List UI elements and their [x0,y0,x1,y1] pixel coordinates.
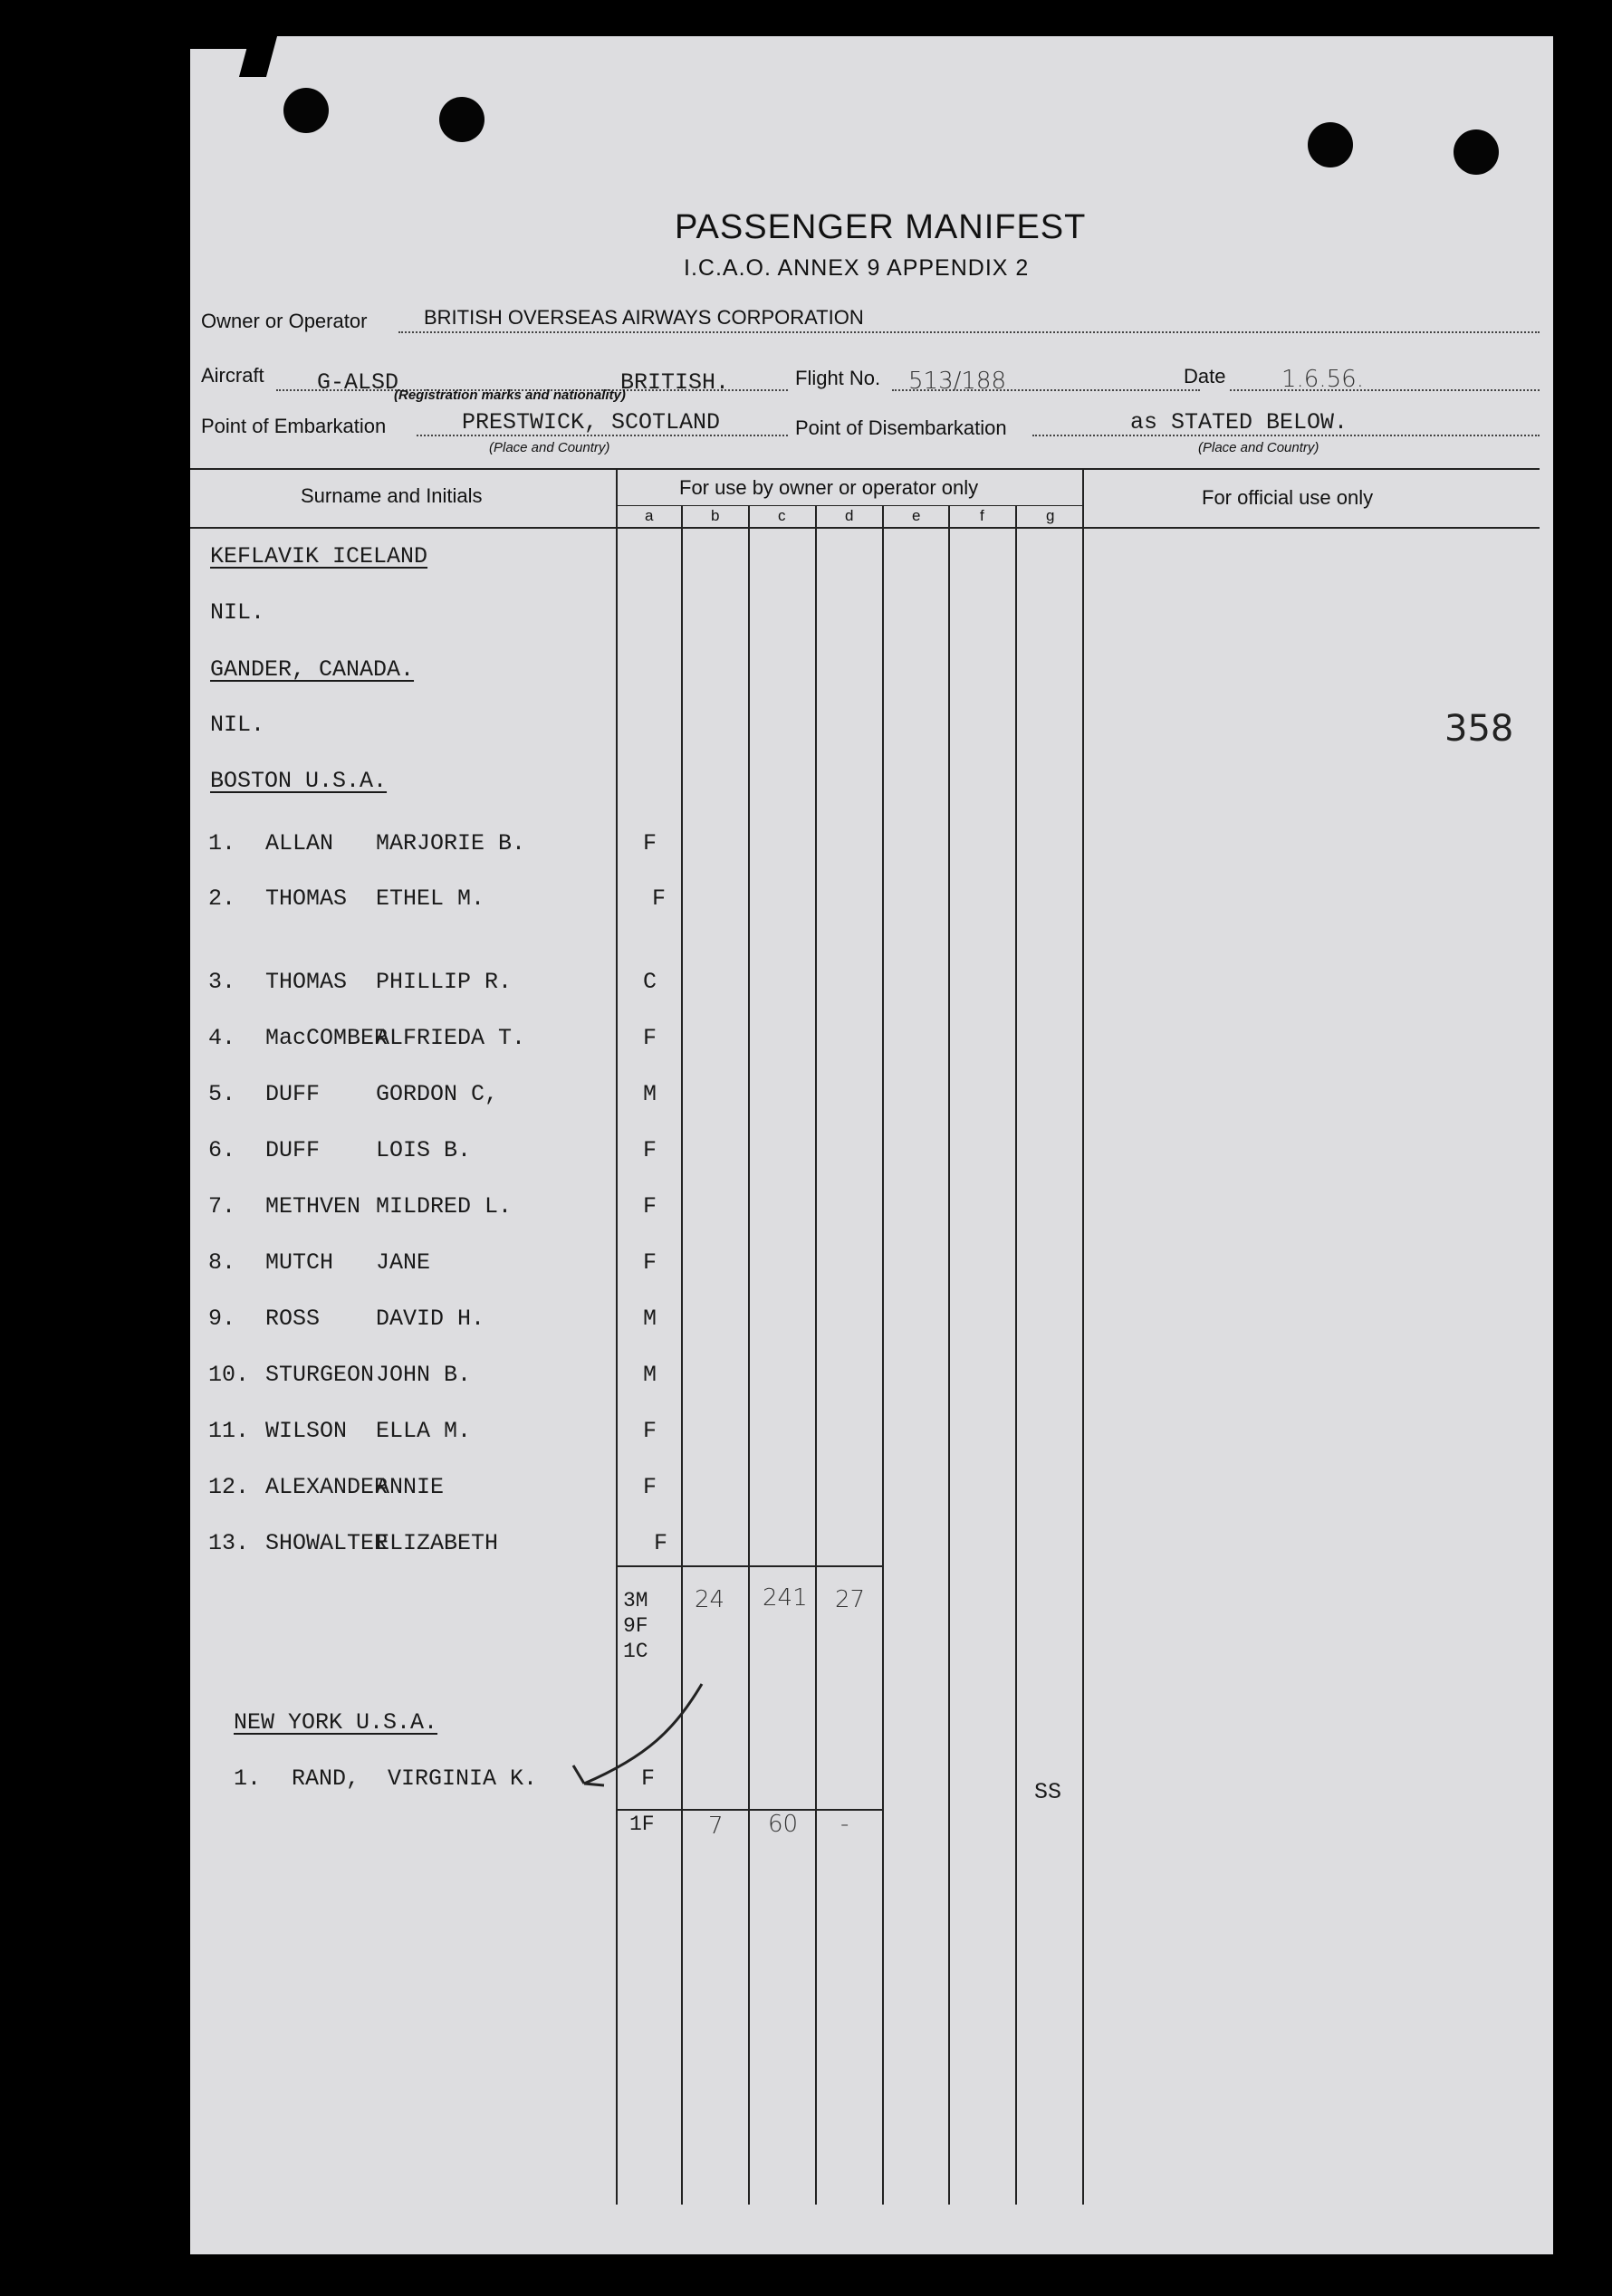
passenger-number: 4. [208,1025,236,1051]
punch-hole [1454,129,1499,175]
flight-label: Flight No. [795,367,881,389]
owner-value: BRITISH OVERSEAS AIRWAYS CORPORATION [424,306,864,329]
passenger-surname: SHOWALTER [265,1530,389,1556]
passenger-number: 3. [208,969,236,995]
ny-row-code: F [641,1765,656,1792]
passenger-number: 5. [208,1081,236,1107]
operator-header: For use by owner or operator only [679,476,979,499]
passenger-number: 11. [208,1418,250,1444]
section-new-york: NEW YORK U.S.A. [234,1709,438,1736]
punch-hole [439,97,485,142]
col-e-header: e [912,507,921,524]
passenger-given-names: ELIZABETH [376,1530,499,1556]
passenger-given-names: ETHEL M. [376,885,485,912]
passenger-code: F [643,1249,657,1276]
passenger-given-names: ALFRIEDA T. [376,1025,526,1051]
passenger-given-names: JANE [376,1249,431,1276]
registration-note: (Registration marks and nationality) [394,387,626,403]
column-divider [815,505,817,2205]
column-divider [681,505,683,2205]
passenger-code: F [652,885,667,912]
boston-total-c: 241 [763,1584,808,1612]
boston-total-a2: 9F [623,1614,648,1638]
aircraft-value: G-ALSD [317,369,399,396]
column-header-rule [616,505,1084,506]
passenger-code: M [643,1306,657,1332]
embarkation-value: PRESTWICK, SCOTLAND [462,409,721,435]
disembarkation-note: (Place and Country) [1198,440,1319,455]
col-a-header: a [645,507,654,524]
manifest-sheet [190,36,1553,2254]
col-g-header: g [1046,507,1055,524]
punch-hole [283,88,329,133]
page-number: 358 [1444,708,1514,750]
keflavik-nil: NIL. [210,599,265,626]
ny-row-surname: RAND, [292,1765,360,1792]
passenger-number: 2. [208,885,236,912]
passenger-code: F [643,1474,657,1500]
aircraft-label: Aircraft [201,364,264,387]
gander-nil: NIL. [210,712,265,738]
checkmark-stroke [548,1630,720,1811]
passenger-number: 6. [208,1137,236,1163]
passenger-code: C [643,969,657,995]
passenger-surname: DUFF [265,1137,321,1163]
column-divider [1082,468,1084,2205]
boston-total-a1: 3M [623,1589,648,1612]
ny-total-c: 60 [768,1811,799,1838]
col-f-header: f [980,507,984,524]
passenger-surname: METHVEN [265,1193,361,1220]
boston-total-rule [616,1565,882,1567]
date-value: 1.6.56. [1281,366,1364,393]
passenger-given-names: ELLA M. [376,1418,472,1444]
disembarkation-value: as STATED BELOW. [1130,409,1348,435]
col-c-header: c [778,507,786,524]
page-title: PASSENGER MANIFEST [675,208,1087,246]
page-subtitle: I.C.A.O. ANNEX 9 APPENDIX 2 [684,255,1030,281]
column-divider [948,505,950,2205]
ny-row-num: 1. [234,1765,262,1792]
passenger-code: M [643,1081,657,1107]
passenger-surname: MUTCH [265,1249,334,1276]
passenger-given-names: GORDON C, [376,1081,499,1107]
ny-total-d: - [840,1811,849,1838]
passenger-surname: ALLAN [265,830,334,856]
boston-total-d: 27 [835,1586,866,1613]
passenger-given-names: PHILLIP R. [376,969,513,995]
col-b-header: b [711,507,720,524]
section-boston: BOSTON U.S.A. [210,768,388,794]
flight-value: 513/188 [908,368,1007,395]
passenger-surname: STURGEON [265,1362,375,1388]
passenger-number: 9. [208,1306,236,1332]
ny-row-given: VIRGINIA K. [388,1765,538,1792]
table-top-rule [190,468,1540,470]
passenger-given-names: MARJORIE B. [376,830,526,856]
passenger-code: F [643,830,657,856]
section-keflavik: KEFLAVIK ICELAND [210,543,428,569]
table-header-rule [190,527,1540,529]
passenger-given-names: JOHN B. [376,1362,472,1388]
surname-header: Surname and Initials [301,484,483,507]
owner-label: Owner or Operator [201,310,368,332]
column-divider [616,468,618,2205]
passenger-surname: THOMAS [265,969,348,995]
ny-row-g: SS [1034,1779,1062,1805]
boston-total-b: 24 [695,1586,725,1613]
disembarkation-label: Point of Disembarkation [795,416,1007,439]
passenger-code: F [654,1530,668,1556]
passenger-code: F [643,1025,657,1051]
column-divider [882,505,884,2205]
passenger-number: 13. [208,1530,250,1556]
passenger-given-names: ANNIE [376,1474,445,1500]
passenger-number: 1. [208,830,236,856]
official-header: For official use only [1202,486,1374,509]
passenger-number: 12. [208,1474,250,1500]
boston-total-a3: 1C [623,1640,648,1663]
date-dotted-line [1230,389,1540,391]
section-gander: GANDER, CANADA. [210,656,415,683]
date-label: Date [1184,365,1226,387]
passenger-surname: ROSS [265,1306,321,1332]
passenger-surname: WILSON [265,1418,348,1444]
passenger-surname: MacCOMBER [265,1025,389,1051]
column-divider [748,505,750,2205]
column-divider [1015,505,1017,2205]
passenger-surname: ALEXANDER [265,1474,389,1500]
col-d-header: d [845,507,854,524]
ny-total-b: 7 [708,1813,724,1840]
embarkation-note: (Place and Country) [489,440,610,455]
passenger-number: 10. [208,1362,250,1388]
passenger-code: F [643,1418,657,1444]
passenger-given-names: MILDRED L. [376,1193,513,1220]
punch-hole [1308,122,1353,167]
embarkation-label: Point of Embarkation [201,415,387,437]
passenger-code: M [643,1362,657,1388]
nationality-value: BRITISH. [620,369,730,396]
passenger-surname: DUFF [265,1081,321,1107]
owner-dotted-line [398,331,1540,333]
passenger-given-names: LOIS B. [376,1137,472,1163]
passenger-code: F [643,1193,657,1220]
passenger-given-names: DAVID H. [376,1306,485,1332]
passenger-number: 8. [208,1249,236,1276]
ny-total-a: 1F [629,1813,655,1836]
passenger-surname: THOMAS [265,885,348,912]
passenger-code: F [643,1137,657,1163]
passenger-number: 7. [208,1193,236,1220]
